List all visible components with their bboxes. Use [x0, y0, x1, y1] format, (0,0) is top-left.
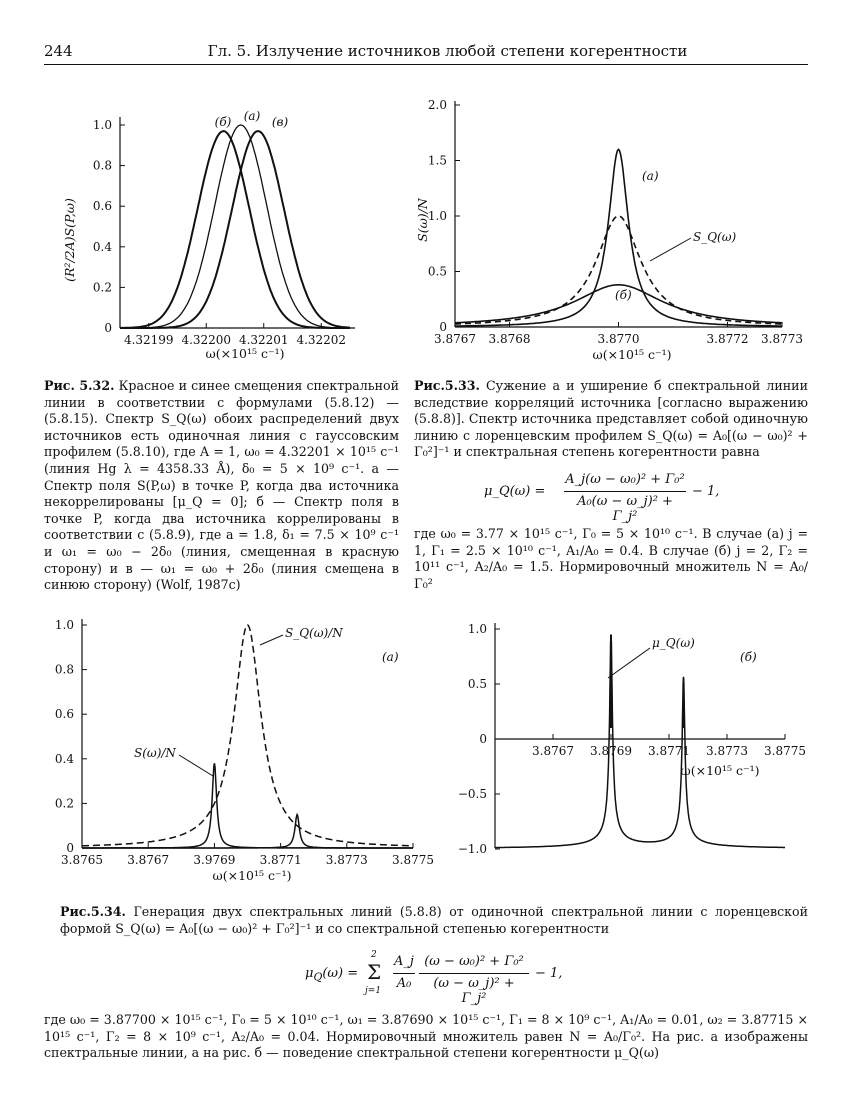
y-tick-label: 0.4 — [54, 751, 74, 766]
y-tick-label: 0 — [479, 732, 487, 746]
y-tick-label: 0.4 — [92, 239, 112, 254]
caption-label: Рис.5.34. — [60, 904, 126, 919]
x-tick-label: 3.8773 — [706, 744, 748, 758]
sum-bottom: j=1 — [365, 986, 382, 996]
series-line — [495, 635, 785, 848]
fraction-bar — [564, 491, 686, 492]
y-tick-label: 1.0 — [427, 209, 447, 223]
x-tick-label: 3.8775 — [392, 853, 434, 867]
y-tick-label: 0 — [439, 320, 447, 334]
mu-pointer — [608, 648, 650, 678]
caption-5-34-cont — [44, 1012, 808, 1062]
panel-label-b: (б) — [740, 650, 757, 664]
fig533-xlabel: ω(×10¹⁵ с⁻¹) — [592, 347, 672, 362]
fig532-ylabel: (R²/2A)S(P,ω) — [62, 198, 77, 282]
x-tick-label: 3.8768 — [488, 332, 531, 346]
x-tick-label: 3.8767 — [532, 744, 574, 758]
formula-tail: − 1, — [535, 966, 563, 981]
s-pointer — [179, 755, 213, 776]
x-tick-label: 3.8771 — [648, 744, 690, 758]
x-tick-label: 3.8771 — [259, 853, 302, 867]
panel-label-a: (а) — [382, 650, 399, 664]
y-tick-label: 0.6 — [92, 199, 112, 214]
x-tick-label: 3.8767 — [127, 853, 170, 867]
caption-5-32 — [44, 378, 399, 594]
x-tick-label: 4.32202 — [296, 333, 347, 347]
sq-pointer — [260, 635, 283, 645]
fig534b-xlabel: ω(×10¹⁵ с⁻¹) — [680, 763, 760, 778]
y-tick-label: 0.2 — [54, 796, 74, 811]
label-a: (а) — [642, 169, 659, 183]
y-tick-label: 0.8 — [54, 662, 74, 677]
y-tick-label: 0.5 — [467, 677, 487, 691]
x-tick-label: 3.8773 — [761, 332, 803, 346]
curve-label-v: (в) — [271, 115, 289, 129]
label-mu: μ_Q(ω) — [652, 636, 695, 650]
x-tick-label: 3.8772 — [706, 332, 749, 346]
series-line — [82, 625, 413, 846]
x-tick-label: 3.8769 — [590, 744, 632, 758]
y-tick-label: 1.0 — [54, 618, 74, 632]
fraction-bar — [419, 973, 529, 974]
fig532-xlabel: ω(×10¹⁵ с⁻¹) — [205, 346, 285, 361]
sum-top: 2 — [371, 950, 377, 960]
caption-text: где ω₀ = 3.77 × 10¹⁵ с⁻¹, Γ₀ = 5 × 10¹⁰ с⁻¹. В случае (а) j = 1, Γ₁ = 2.5 × 10¹⁰ с⁻¹, A₁/A₀ = 0.4. В случае (б) j = 2, Γ₂ = 10¹¹ с⁻¹, A₂/A₀ = 1.5. Нормировочный множитель N = A₀/Γ₀² — [414, 526, 808, 591]
header-rule — [44, 64, 808, 65]
curve-label-a: (а) — [243, 109, 261, 123]
caption-5-33 — [414, 378, 808, 461]
caption-text: где ω₀ = 3.87700 × 10¹⁵ с⁻¹, Γ₀ = 5 × 10¹⁰ с⁻¹, ω₁ = 3.87690 × 10¹⁵ с⁻¹, Γ₁ = 8 × 10⁹ с⁻¹, A₁/A₀ = 0.01, ω₂ = 3.87715 × 10¹⁵ с⁻¹, Γ₂ = 8 × 10⁹ с⁻¹, A₂/A₀ = 0.04. Нормировочный множитель равен N = A₀/Γ₀². На рис. а изображены спектральные линии, а на рис. б — поведение спектральной степени когерентности μ_Q(ω) — [44, 1012, 808, 1061]
sum-sign: Σ — [367, 960, 382, 984]
formula-lhs: $\mu_Q(\omega)$ = — [305, 966, 359, 984]
y-tick-label: 1.0 — [92, 118, 112, 132]
frac1-num: A_j — [394, 954, 414, 969]
x-tick-label: 3.8773 — [325, 853, 368, 867]
frac2-num: (ω − ω₀)² + Γ₀² — [424, 954, 524, 969]
frac2-den: (ω − ω_j)² + Γ_j² — [433, 976, 515, 1006]
caption-5-33-cont — [414, 526, 808, 592]
series-line — [120, 131, 350, 328]
y-tick-label: 0.8 — [92, 158, 112, 173]
caption-5-34 — [60, 904, 808, 937]
x-tick-label: 4.32199 — [123, 333, 174, 347]
curve-label-b: (б) — [214, 115, 232, 129]
frac1-den: A₀ — [396, 976, 412, 991]
fig533-ylabel: S(ω)/N — [415, 198, 430, 242]
figure-5-32 — [40, 95, 390, 370]
series-line — [82, 763, 413, 848]
y-tick-label: 0 — [66, 841, 74, 855]
x-tick-label: 3.8770 — [597, 332, 640, 346]
figure-5-34a — [40, 605, 440, 890]
label-sq: S_Q(ω)/N — [285, 626, 343, 640]
x-tick-label: 3.9769 — [193, 853, 236, 867]
y-tick-label: 0.6 — [54, 707, 74, 722]
y-tick-label: −1.0 — [457, 842, 487, 856]
caption-label: Рис.5.33. — [414, 378, 480, 393]
caption-text: Сужение а и уширение б спектральной линии вследствие корреляций источника [согласно выражению (5.8.8)]. Спектр источника представляет собой одиночную линию с лоренцевским профилем S_Q(ω) = A₀[(ω − ω₀)² + Γ₀²]⁻¹ и спектральная степень когерентности равна — [414, 378, 808, 460]
x-tick-label: 4.32201 — [238, 333, 289, 347]
series-line — [120, 125, 350, 328]
label-s: S(ω)/N — [134, 746, 176, 760]
sq-pointer — [650, 238, 691, 261]
label-b: (б) — [615, 288, 632, 302]
caption-text: Красное и синее смещения спектральной линии в соответствии с формулами (5.8.12) — (5.8.15). Спектр S_Q(ω) обоих распределений двух источников есть одиночная линия с гауссовским профилем (5.8.10), где A = 1, ω₀ = 4.32201 × 10¹⁵ с⁻¹ (линия Hg λ = 4358.33 Å), δ₀ = 5 × 10⁹ с⁻¹. а — Спектр поля S(P,ω) в точке P, когда два источника некоррелированы [μ_Q = 0]; б — Спектр поля в точке P, когда два источника коррелированы в соответствии с (5.8.9), где a = 1.8, δ₁ = 7.5 × 10⁹ с⁻¹ и ω₁ = ω₀ − 2δ₀ (линия, смещенная в красную сторону) и в — ω₁ = ω₀ + 2δ₀ (линия смещена в синюю сторону) (Wolf, 1987c) — [44, 378, 399, 593]
series-line — [120, 131, 350, 328]
formula-5-33 — [484, 470, 764, 524]
x-tick-label: 4.32200 — [181, 333, 232, 347]
fig534a-xlabel: ω(×10¹⁵ с⁻¹) — [212, 868, 292, 883]
x-tick-label: 3.8765 — [61, 853, 103, 867]
formula-tail: − 1, — [692, 484, 720, 499]
x-tick-label: 3.8767 — [434, 332, 476, 346]
figure-5-34b — [440, 605, 815, 865]
figure-5-33 — [400, 95, 815, 370]
y-tick-label: 2.0 — [427, 98, 447, 112]
caption-label: Рис. 5.32. — [44, 378, 115, 393]
formula-num: A_j(ω − ω₀)² + Γ₀² — [565, 472, 685, 487]
x-tick-label: 3.8775 — [764, 744, 806, 758]
formula-lhs: μ_Q(ω) = — [484, 484, 546, 499]
y-tick-label: 1.0 — [467, 622, 487, 636]
running-title: Гл. 5. Излучение источников любой степени когерентности — [207, 42, 688, 60]
y-tick-label: 0.2 — [92, 280, 112, 295]
y-tick-label: −0.5 — [457, 787, 487, 801]
y-tick-label: 1.5 — [427, 153, 447, 168]
page-number: 244 — [44, 42, 73, 60]
y-tick-label: 0 — [104, 321, 112, 335]
formula-den: A₀(ω − ω_j)² + Γ_j² — [577, 494, 673, 524]
label-sq: S_Q(ω) — [693, 230, 737, 244]
y-tick-label: 0.5 — [427, 264, 447, 279]
fraction-bar — [393, 973, 415, 974]
caption-text: Генерация двух спектральных линий (5.8.8) от одиночной спектральной линии с лоренцевской формой S_Q(ω) = A₀[(ω − ω₀)² + Γ₀²]⁻¹ и со спектральной степенью когерентности — [60, 904, 808, 936]
formula-5-34 — [305, 950, 585, 1006]
